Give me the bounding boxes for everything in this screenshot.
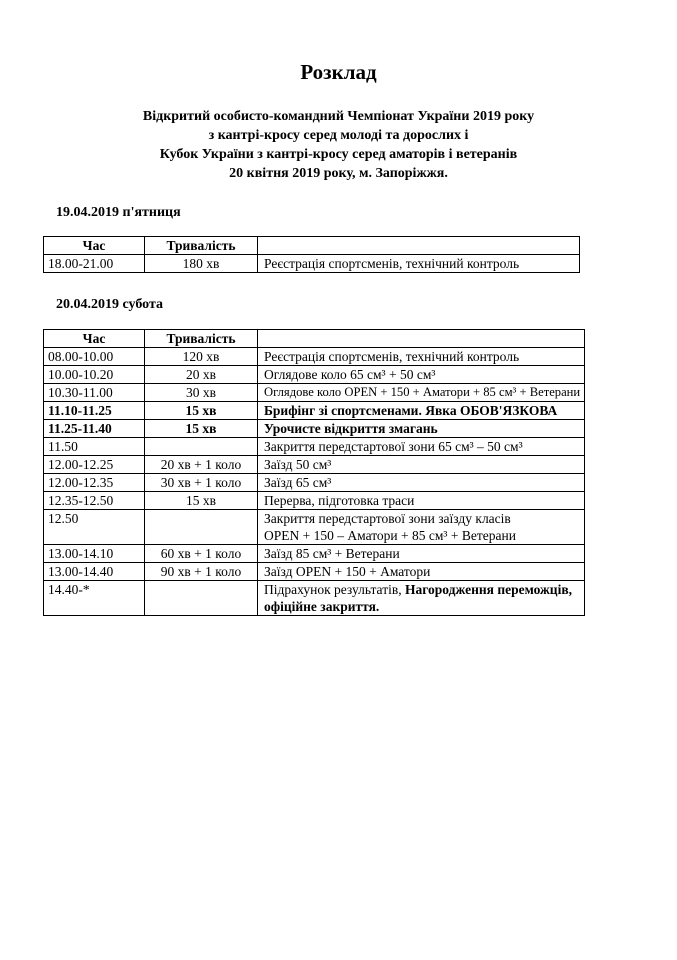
cell-duration xyxy=(145,510,258,545)
event-subtitle xyxy=(0,107,677,183)
cell-description: Урочисте відкриття змагань xyxy=(258,420,585,438)
table-row xyxy=(44,563,585,581)
cell-duration: 30 хв + 1 коло xyxy=(145,474,258,492)
cell-time: 12.00-12.25 xyxy=(44,456,145,474)
cell-duration: 120 хв xyxy=(145,348,258,366)
day-2-table xyxy=(43,329,585,616)
cell-time: 08.00-10.00 xyxy=(44,348,145,366)
table-row xyxy=(44,510,585,545)
cell-duration: 20 хв xyxy=(145,366,258,384)
cell-duration: 15 хв xyxy=(145,492,258,510)
cell-description xyxy=(258,581,585,616)
cell-description: Перерва, підготовка траси xyxy=(258,492,585,510)
cell-duration xyxy=(145,581,258,616)
table-row xyxy=(44,492,585,510)
table-row xyxy=(44,402,585,420)
header-description xyxy=(258,237,580,255)
cell-description: Реєстрація спортсменів, технічний контроль xyxy=(258,348,585,366)
table-row xyxy=(44,474,585,492)
cell-description: Заїзд 65 см³ xyxy=(258,474,585,492)
table-row xyxy=(44,581,585,616)
description-bold: Нагородження переможців, xyxy=(404,582,573,597)
cell-duration: 15 хв xyxy=(145,402,258,420)
table-row xyxy=(44,384,585,402)
description-bold: офіційне закриття. xyxy=(264,599,380,614)
table-row xyxy=(44,545,585,563)
table-row xyxy=(44,438,585,456)
cell-duration: 60 хв + 1 коло xyxy=(145,545,258,563)
cell-duration: 90 хв + 1 коло xyxy=(145,563,258,581)
cell-description: Реєстрація спортсменів, технічний контроль xyxy=(258,255,580,273)
table-row xyxy=(44,420,585,438)
day-2-title: 20.04.2019 субота xyxy=(56,297,164,312)
cell-description: Оглядове коло OPEN + 150 + Аматори + 85 см³ + Ветерани xyxy=(258,384,585,402)
subtitle-line: з кантрі-кросу серед молоді та дорослих і xyxy=(208,128,469,143)
cell-time: 13.00-14.10 xyxy=(44,545,145,563)
cell-duration: 30 хв xyxy=(145,384,258,402)
table-row xyxy=(44,348,585,366)
cell-time: 10.30-11.00 xyxy=(44,384,145,402)
cell-time: 10.00-10.20 xyxy=(44,366,145,384)
cell-description: Заїзд OPEN + 150 + Аматори xyxy=(258,563,585,581)
cell-time: 11.10-11.25 xyxy=(44,402,145,420)
table-row xyxy=(44,456,585,474)
header-duration: Тривалість xyxy=(145,330,258,348)
table-row xyxy=(44,366,585,384)
day-1-table xyxy=(43,236,580,273)
header-time: Час xyxy=(44,237,145,255)
cell-duration: 20 хв + 1 коло xyxy=(145,456,258,474)
cell-description: Брифінг зі спортсменами. Явка ОБОВ'ЯЗКОВА xyxy=(258,402,585,420)
cell-time: 13.00-14.40 xyxy=(44,563,145,581)
description-line: Закриття передстартової зони заїзду класів xyxy=(264,511,511,526)
cell-description: Закриття передстартової зони 65 см³ – 50 см³ xyxy=(258,438,585,456)
subtitle-line: Відкритий особисто-командний Чемпіонат України 2019 року xyxy=(142,109,535,124)
cell-duration xyxy=(145,438,258,456)
day-1-title: 19.04.2019 п'ятниця xyxy=(56,205,181,220)
cell-time: 12.50 xyxy=(44,510,145,545)
description-plain: Підрахунок результатів, xyxy=(264,582,405,597)
page-title: Розклад xyxy=(300,60,377,84)
cell-description: Заїзд 50 см³ xyxy=(258,456,585,474)
cell-description: Заїзд 85 см³ + Ветерани xyxy=(258,545,585,563)
cell-time: 11.50 xyxy=(44,438,145,456)
cell-duration: 15 хв xyxy=(145,420,258,438)
description-line: OPEN + 150 – Аматори + 85 см³ + Ветерани xyxy=(264,528,516,543)
subtitle-line: Кубок України з кантрі-кросу серед аматорів і ветеранів xyxy=(159,147,518,162)
cell-time: 12.00-12.35 xyxy=(44,474,145,492)
cell-duration: 180 хв xyxy=(145,255,258,273)
subtitle-line: 20 квітня 2019 року, м. Запоріжжя. xyxy=(229,166,448,181)
cell-time: 14.40-* xyxy=(44,581,145,616)
cell-description: Оглядове коло 65 см³ + 50 см³ xyxy=(258,366,585,384)
cell-time: 18.00-21.00 xyxy=(44,255,145,273)
table-header-row xyxy=(44,330,585,348)
table-header-row xyxy=(44,237,580,255)
cell-time: 12.35-12.50 xyxy=(44,492,145,510)
cell-description xyxy=(258,510,585,545)
header-time: Час xyxy=(44,330,145,348)
table-row xyxy=(44,255,580,273)
header-description xyxy=(258,330,585,348)
header-duration: Тривалість xyxy=(145,237,258,255)
cell-time: 11.25-11.40 xyxy=(44,420,145,438)
